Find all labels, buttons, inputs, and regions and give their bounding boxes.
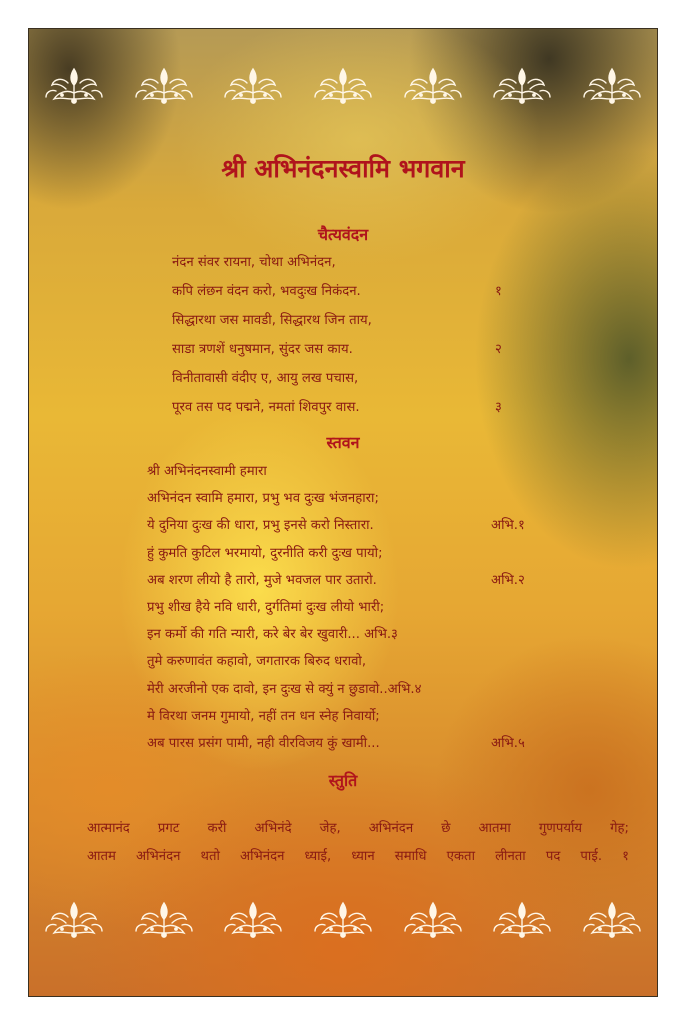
verse-number: २: [495, 342, 502, 357]
verse-line: अब पारस प्रसंग पामी, नही वीरविजय कुं खामी...: [147, 736, 380, 751]
floral-ornament-icon: [42, 63, 106, 107]
stuti-line: आत्मानंद प्रगट करी अभिनंदे जेह, अभिनंदन छे आतमा गुणपर्याय गेह;: [87, 821, 629, 836]
floral-ornament-icon: [132, 897, 196, 941]
verse-number: ३: [495, 400, 502, 415]
verse-line: नंदन संवर रायना, चोथा अभिनंदन,: [172, 255, 336, 270]
top-ornament-border: [29, 61, 657, 109]
verse-line: अब शरण लीयो है तारो, मुजे भवजल पार उतारो.: [147, 572, 377, 588]
stuti-line: आतम अभिनंदन थतो अभिनंदन ध्याई, ध्यान समाधि एकता लीनता पद पाई. १: [87, 849, 629, 864]
verse-line: इन कर्मो की गति न्यारी, करे बेर बेर खुवारी... अभि.३: [147, 627, 398, 643]
floral-ornament-icon: [221, 897, 285, 941]
floral-ornament-icon: [311, 63, 375, 107]
page-title: श्री अभिनंदनस्वामि भगवान: [221, 154, 465, 183]
page: [28, 28, 658, 997]
verse-number: अभि.५: [491, 736, 525, 751]
verse-line: विनीतावासी वंदीए ए, आयु लख पचास,: [172, 371, 359, 386]
verse-line: सिद्धारथा जस मावडी, सिद्धारथ जिन ताय,: [172, 313, 372, 328]
verse-number: १: [495, 284, 502, 299]
chaityavandan-heading: चैत्यवंदन: [317, 225, 369, 244]
verse-number: अभि.१: [491, 518, 525, 534]
verse-line: तुमे करुणावंत कहावो, जगतारक बिरुद धरावो,: [147, 654, 367, 670]
stuti-heading: स्तुति: [328, 771, 358, 790]
verse-line: श्री अभिनंदनस्वामी हमारा: [147, 464, 267, 479]
floral-ornament-icon: [490, 63, 554, 107]
bottom-ornament-border: [29, 895, 657, 943]
floral-ornament-icon: [401, 63, 465, 107]
verse-line: मे विरथा जनम गुमायो, नहीं तन धन स्नेह निवार्यो;: [147, 708, 380, 724]
verse-number: अभि.२: [491, 572, 525, 588]
stavan-heading: स्तवन: [326, 433, 360, 452]
verse-line: कपि लंछन वंदन करो, भवदुःख निकंदन.: [172, 284, 361, 299]
floral-ornament-icon: [221, 63, 285, 107]
floral-ornament-icon: [42, 897, 106, 941]
floral-ornament-icon: [311, 897, 375, 941]
verse-line: पूरव तस पद पद्मने, नमतां शिवपुर वास.: [172, 400, 360, 415]
verse-line: साडा त्रणशें धनुषमान, सुंदर जस काय.: [172, 342, 353, 357]
floral-ornament-icon: [580, 897, 644, 941]
verse-line: मेरी अरजीनो एक दावो, इन दुःख से क्युं न छुडावो..अभि.४: [147, 681, 422, 697]
verse-line: प्रभु शीख हैये नवि धारी, दुर्गतिमां दुःख लीयो भारी;: [147, 600, 385, 615]
verse-line: ये दुनिया दुःख की धारा, प्रभु इनसे करो निस्तारा.: [147, 518, 374, 534]
floral-ornament-icon: [132, 63, 196, 107]
floral-ornament-icon: [401, 897, 465, 941]
verse-line: हुं कुमति कुटिल भरमायो, दुरनीति करी दुःख पायो;: [147, 545, 383, 561]
verse-line: अभिनंदन स्वामि हमारा, प्रभु भव दुःख भंजनहारा;: [147, 491, 379, 507]
floral-ornament-icon: [580, 63, 644, 107]
floral-ornament-icon: [490, 897, 554, 941]
